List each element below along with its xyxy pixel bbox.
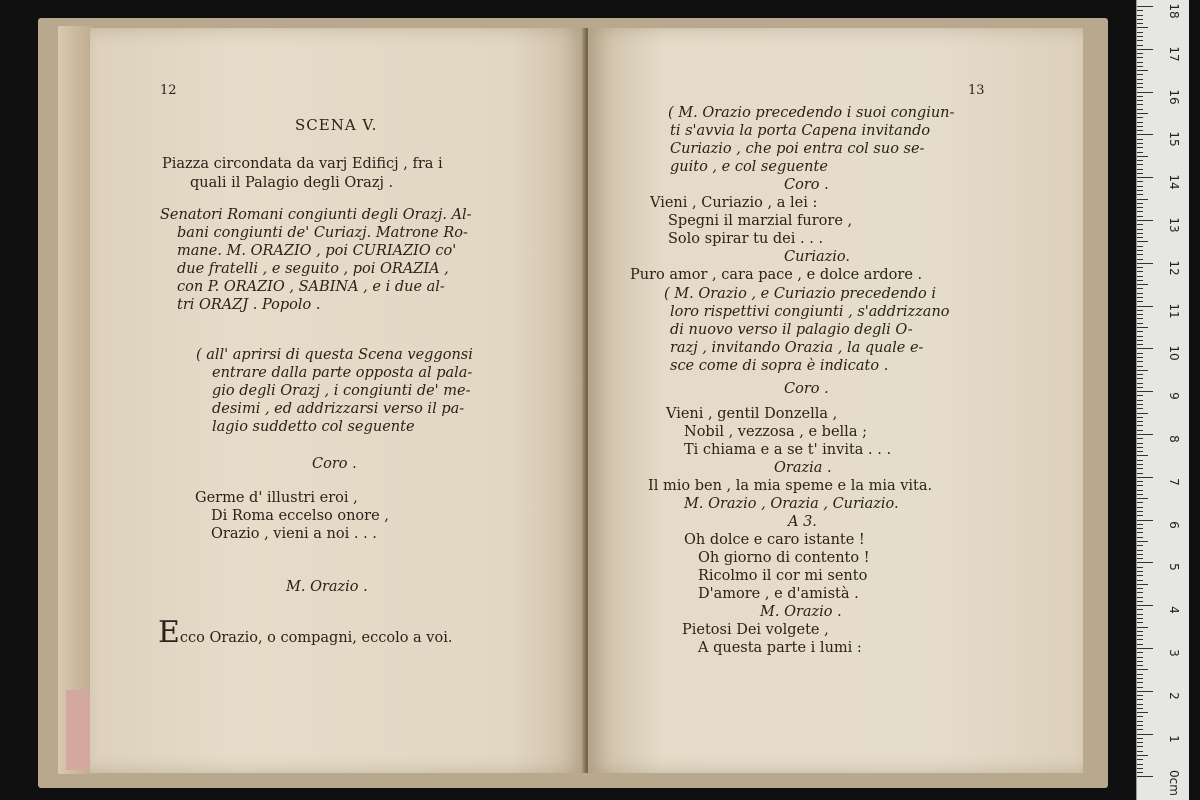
ruler-tick (1137, 250, 1143, 251)
ruler-tick (1137, 502, 1143, 503)
ruler-tick (1137, 708, 1143, 709)
chorus-line: Germe d' illustri eroi , (195, 490, 358, 506)
ruler-tick (1137, 331, 1143, 332)
ruler-tick (1137, 293, 1143, 294)
ruler-tick (1137, 113, 1148, 114)
ruler-tick (1137, 383, 1143, 384)
ruler-tick (1137, 92, 1153, 93)
cover-edge (58, 26, 94, 774)
ruler-tick (1137, 23, 1143, 24)
measurement-ruler (1136, 0, 1189, 800)
ruler-tick (1137, 229, 1143, 230)
ruler-tick (1137, 40, 1143, 41)
ruler-number: 15 (1167, 131, 1181, 148)
ruler-tick (1137, 104, 1143, 105)
ruler-tick (1137, 306, 1153, 307)
ruler-tick (1137, 207, 1143, 208)
direction-line: ( M. Orazio , e Curiazio precedendo i (664, 286, 937, 302)
ruler-tick (1137, 597, 1143, 598)
ruler-tick (1137, 430, 1143, 431)
ruler-tick (1137, 164, 1143, 165)
ruler-tick (1137, 635, 1143, 636)
ruler-tick (1137, 74, 1143, 75)
final-line (158, 615, 453, 650)
ruler-tick (1137, 79, 1143, 80)
ruler-tick (1137, 473, 1143, 474)
ruler-tick (1137, 764, 1143, 765)
a3-line: Oh dolce e caro istante ! (684, 532, 865, 548)
ruler-tick (1137, 263, 1153, 264)
ruler-tick (1137, 661, 1143, 662)
stage-direction-line: gio degli Orazj , i congiunti de' me- (212, 383, 471, 399)
ruler-tick (1137, 143, 1143, 144)
ruler-number: 5 (1167, 563, 1181, 572)
ruler-tick (1137, 400, 1143, 401)
characters-line: bani congiunti de' Curiazj. Matrone Ro- (177, 225, 468, 241)
ruler-number: 6 (1167, 520, 1181, 529)
ruler-number: 17 (1167, 46, 1181, 62)
page-number-right: 13 (968, 83, 985, 98)
ruler-tick (1137, 584, 1148, 585)
ruler-tick (1137, 567, 1143, 568)
ruler-tick (1137, 173, 1143, 174)
ruler-tick (1137, 490, 1143, 491)
ruler-unit-label: 0cm (1167, 770, 1181, 796)
ruler-tick (1137, 451, 1143, 452)
ruler-tick (1137, 45, 1143, 46)
direction-line: di nuovo verso il palagio degli O- (670, 322, 913, 338)
ruler-tick (1137, 246, 1143, 247)
ruler-tick (1137, 631, 1143, 632)
ruler-tick (1137, 447, 1143, 448)
left-page (90, 28, 585, 773)
ruler-tick (1137, 580, 1143, 581)
setting-line: Piazza circondata da varj Edificj , fra i (162, 156, 443, 172)
ruler-tick (1137, 280, 1143, 281)
ruler-tick (1137, 417, 1143, 418)
ruler-tick (1137, 738, 1143, 739)
ruler-tick (1137, 532, 1143, 533)
ruler-tick (1137, 169, 1143, 170)
ruler-tick (1137, 421, 1143, 422)
ruler-tick (1137, 455, 1148, 456)
ruler-tick (1137, 477, 1153, 478)
ruler-tick (1137, 746, 1143, 747)
ruler-tick (1137, 468, 1143, 469)
ruler-tick (1137, 528, 1143, 529)
ruler-tick (1137, 109, 1143, 110)
ruler-tick (1137, 537, 1143, 538)
ruler-tick (1137, 96, 1143, 97)
coro-line: Spegni il marzial furore , (668, 213, 853, 229)
direction-line: ti s'avvia la porta Capena invitando (670, 123, 931, 139)
ruler-tick (1137, 644, 1143, 645)
ruler-tick (1137, 498, 1148, 499)
ruler-number: 7 (1167, 477, 1181, 486)
ruler-tick (1137, 134, 1153, 135)
ruler-tick (1137, 545, 1143, 546)
ruler-tick (1137, 203, 1143, 204)
coro-label: Coro . (784, 177, 829, 193)
ruler-tick (1137, 353, 1143, 354)
ruler-tick (1137, 550, 1143, 551)
ruler-tick (1137, 254, 1143, 255)
ruler-tick (1137, 408, 1143, 409)
curiazio-label: Curiazio. (784, 249, 851, 265)
ruler-tick (1137, 494, 1143, 495)
ruler-tick (1137, 687, 1143, 688)
page-number-left: 12 (160, 83, 177, 98)
ruler-tick (1137, 460, 1143, 461)
ruler-tick (1137, 318, 1143, 319)
ruler-tick (1137, 605, 1153, 606)
ruler-tick (1137, 691, 1153, 692)
ruler-tick (1137, 413, 1148, 414)
ruler-tick (1137, 554, 1143, 555)
ruler-tick (1137, 588, 1143, 589)
a3-line: D'amore , e d'amistà . (698, 586, 859, 602)
ruler-number: 10 (1167, 345, 1181, 362)
ruler-tick (1137, 374, 1143, 375)
ruler-number: 13 (1167, 217, 1181, 233)
ruler-tick (1137, 438, 1143, 439)
ruler-tick (1137, 571, 1143, 572)
ruler-number: 11 (1167, 302, 1181, 319)
ruler-number: 16 (1167, 88, 1181, 105)
ruler-tick (1137, 357, 1143, 358)
morazio-line: Pietosi Dei volgete , (682, 622, 829, 638)
direction-line: Curiazio , che poi entra col suo se- (670, 141, 925, 157)
ruler-tick (1137, 665, 1143, 666)
right-page (588, 28, 1083, 773)
ruler-tick (1137, 181, 1143, 182)
stage-direction-line: lagio suddetto col seguente (212, 419, 415, 435)
ruler-tick (1137, 301, 1143, 302)
a3-line: Ricolmo il cor mi sento (698, 568, 868, 584)
ruler-tick (1137, 742, 1143, 743)
ruler-tick (1137, 237, 1143, 238)
orazia-label: Orazia . (774, 460, 832, 476)
ruler-tick (1137, 678, 1143, 679)
a3-line: Oh giorno di contento ! (698, 550, 870, 566)
ruler-tick (1137, 259, 1143, 260)
ruler-number: 2 (1167, 691, 1181, 700)
ruler-number: 1 (1167, 734, 1181, 743)
ruler-tick (1137, 575, 1143, 576)
ruler-tick (1137, 314, 1143, 315)
ruler-tick (1137, 194, 1143, 195)
ruler-tick (1137, 284, 1148, 285)
ruler-tick (1137, 117, 1143, 118)
ruler-tick (1137, 323, 1143, 324)
ruler-tick (1137, 627, 1148, 628)
ruler-tick (1137, 327, 1148, 328)
direction-line: guito , e col seguente (670, 159, 828, 175)
ruler-tick (1137, 19, 1143, 20)
ruler-tick (1137, 366, 1143, 367)
ruler-tick (1137, 716, 1143, 717)
ruler-tick (1137, 755, 1148, 756)
ruler-tick (1137, 49, 1153, 50)
chorus-line: Orazio , vieni a noi . . . (211, 526, 377, 542)
ruler-tick (1137, 695, 1143, 696)
final-line-text: cco Orazio, o compagni, eccolo a voi. (179, 630, 453, 646)
ruler-tick (1137, 592, 1143, 593)
ruler-tick (1137, 160, 1143, 161)
ruler-tick (1137, 344, 1143, 345)
characters-line: tri ORAZJ . Popolo . (177, 297, 321, 313)
ruler-tick (1137, 220, 1153, 221)
ruler-tick (1137, 32, 1143, 33)
ruler-number: 18 (1167, 3, 1181, 19)
ruler-tick (1137, 233, 1143, 234)
curiazio-line: Puro amor , cara pace , e dolce ardore . (630, 267, 923, 283)
ruler-tick (1137, 464, 1143, 465)
ruler-tick (1137, 340, 1143, 341)
ruler-tick (1137, 391, 1153, 392)
drop-initial: E (158, 615, 180, 650)
ruler-tick (1137, 224, 1143, 225)
ruler-tick (1137, 126, 1143, 127)
ruler-tick (1137, 199, 1148, 200)
ruler-tick (1137, 6, 1153, 7)
direction-line: razj , invitando Orazia , la quale e- (670, 340, 924, 356)
ruler-tick (1137, 704, 1143, 705)
ruler-tick (1137, 601, 1143, 602)
ruler-tick (1137, 152, 1143, 153)
ruler-tick (1137, 541, 1148, 542)
ruler-tick (1137, 721, 1143, 722)
coro-line: Nobil , vezzosa , e bella ; (684, 424, 867, 440)
ruler-tick (1137, 404, 1143, 405)
ruler-tick (1137, 395, 1143, 396)
direction-line: ( M. Orazio precedendo i suoi congiun- (668, 105, 955, 121)
ruler-tick (1137, 100, 1143, 101)
ruler-tick (1137, 122, 1143, 123)
ruler-tick (1137, 622, 1143, 623)
orazia-line: Il mio ben , la mia speme e la mia vita. (648, 478, 933, 494)
ruler-number: 9 (1167, 392, 1181, 400)
ruler-tick (1137, 186, 1143, 187)
ruler-tick (1137, 211, 1143, 212)
characters-line: mane. M. ORAZIO , poi CURIAZIO co' (177, 243, 457, 259)
characters-line: due fratelli , e seguito , poi ORAZIA , (177, 261, 449, 277)
ruler-tick (1137, 562, 1153, 563)
ruler-tick (1137, 271, 1143, 272)
ruler-tick (1137, 712, 1148, 713)
ruler-tick (1137, 348, 1153, 349)
ruler-tick (1137, 87, 1143, 88)
ruler-tick (1137, 62, 1143, 63)
coro-line: Solo spirar tu dei . . . (668, 231, 824, 247)
ruler-tick (1137, 669, 1148, 670)
scene-title: SCENA V. (295, 116, 378, 134)
stage-direction-line: entrare dalla parte opposta al pala- (212, 365, 473, 381)
ruler-tick (1137, 310, 1143, 311)
direction-line: sce come di sopra è indicato . (670, 358, 889, 374)
ruler-tick (1137, 139, 1143, 140)
ruler-number: 3 (1167, 649, 1181, 657)
ruler-tick (1137, 759, 1143, 760)
ruler-tick (1137, 614, 1143, 615)
ruler-tick (1137, 520, 1153, 521)
setting-line: quali il Palagio degli Orazj . (190, 175, 394, 191)
ruler-tick (1137, 378, 1143, 379)
coro-label: Coro . (784, 381, 829, 397)
ruler-tick (1137, 725, 1143, 726)
direction-line: loro rispettivi congiunti , s'addrizzano (670, 304, 950, 320)
ruler-tick (1137, 648, 1153, 649)
ruler-tick (1137, 652, 1143, 653)
ruler-tick (1137, 36, 1143, 37)
ruler-tick (1137, 57, 1143, 58)
coro-line: Ti chiama e a se t' invita . . . (684, 442, 892, 458)
ruler-tick (1137, 66, 1143, 67)
ruler-number: 14 (1167, 174, 1181, 190)
ruler-tick (1137, 15, 1143, 16)
ruler-tick (1137, 768, 1143, 769)
stage-direction-line: desimi , ed addrizzarsi verso il pa- (212, 401, 465, 417)
trio-speakers: M. Orazio , Orazia , Curiazio. (684, 496, 899, 512)
ruler-tick (1137, 682, 1143, 683)
ruler-tick (1137, 751, 1143, 752)
ruler-tick (1137, 443, 1143, 444)
ruler-tick (1137, 53, 1143, 54)
ruler-tick (1137, 772, 1143, 773)
ruler-tick (1137, 485, 1143, 486)
speaker-label: M. Orazio . (286, 579, 368, 595)
ruler-tick (1137, 190, 1143, 191)
ruler-tick (1137, 297, 1143, 298)
ruler-tick (1137, 241, 1148, 242)
chorus-label: Coro . (312, 456, 357, 472)
ruler-tick (1137, 776, 1153, 777)
ruler-tick (1137, 130, 1143, 131)
characters-line: Senatori Romani congiunti degli Orazj. Al- (160, 207, 472, 223)
coro-line: Vieni , gentil Donzella , (666, 406, 838, 422)
ruler-tick (1137, 425, 1143, 426)
ruler-tick (1137, 657, 1143, 658)
ruler-tick (1137, 481, 1143, 482)
ruler-tick (1137, 370, 1148, 371)
characters-line: con P. ORAZIO , SABINA , e i due al- (177, 279, 445, 295)
coro-line: Vieni , Curiazio , a lei : (650, 195, 818, 211)
ruler-tick (1137, 699, 1143, 700)
ruler-tick (1137, 558, 1143, 559)
chorus-line: Di Roma eccelso onore , (211, 508, 389, 524)
ruler-tick (1137, 177, 1153, 178)
ruler-tick (1137, 147, 1143, 148)
a3-label: A 3. (788, 514, 817, 530)
ruler-number: 12 (1167, 260, 1181, 276)
ruler-number: 4 (1167, 606, 1181, 614)
ruler-tick (1137, 639, 1143, 640)
ruler-tick (1137, 267, 1143, 268)
ruler-tick (1137, 27, 1148, 28)
ruler-tick (1137, 70, 1148, 71)
ruler-tick (1137, 434, 1153, 435)
ruler-tick (1137, 361, 1143, 362)
ruler-tick (1137, 10, 1143, 11)
ruler-tick (1137, 515, 1143, 516)
ruler-tick (1137, 336, 1143, 337)
ruler-tick (1137, 276, 1143, 277)
stage-direction-line: ( all' aprirsi di questa Scena veggonsi (196, 347, 473, 363)
ruler-tick (1137, 288, 1143, 289)
ruler-number: 8 (1167, 435, 1181, 443)
morazio-line: A questa parte i lumi : (698, 640, 862, 656)
ruler-tick (1137, 729, 1143, 730)
ruler-tick (1137, 216, 1143, 217)
morazio-label: M. Orazio . (760, 604, 842, 620)
ruler-tick (1137, 524, 1143, 525)
ruler-tick (1137, 674, 1143, 675)
ruler-tick (1137, 618, 1143, 619)
ruler-tick (1137, 734, 1153, 735)
ruler-tick (1137, 83, 1143, 84)
ruler-tick (1137, 156, 1148, 157)
ruler-tick (1137, 387, 1143, 388)
ruler-tick (1137, 511, 1143, 512)
ruler-tick (1137, 609, 1143, 610)
ruler-tick (1137, 507, 1143, 508)
